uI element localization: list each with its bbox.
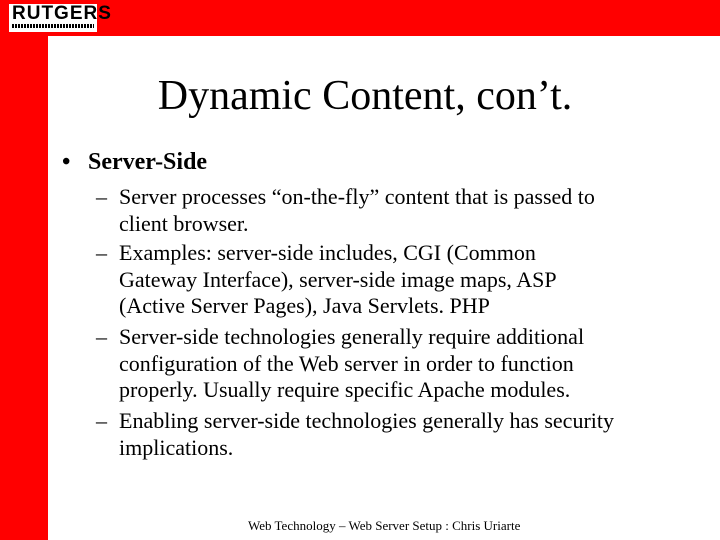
subitem-1	[96, 184, 595, 237]
logo-wordmark: RUTGERS	[12, 3, 112, 24]
logo-subtitle-line	[12, 24, 94, 28]
subitem-1-line-2: client browser.	[119, 210, 249, 236]
subitem-2-line-2: Gateway Interface), server-side image maps, ASP	[119, 266, 557, 292]
subitem-dash: –	[96, 184, 107, 209]
subitem-3	[96, 324, 584, 404]
subitem-dash: –	[96, 324, 107, 349]
subitem-dash: –	[96, 240, 107, 265]
subitem-4	[96, 408, 614, 461]
subitem-3-line-2: configuration of the Web server in order to function	[119, 350, 574, 376]
subitem-3-line-3: properly. Usually require specific Apache modules.	[119, 377, 571, 402]
subitem-2	[96, 240, 557, 320]
subitem-2-line-1: Examples: server-side includes, CGI (Common	[119, 240, 536, 265]
slide-title: Dynamic Content, con’t.	[157, 73, 573, 119]
slide-footer: Web Technology – Web Server Setup : Chris Uriarte	[248, 518, 521, 533]
subitem-4-line-1: Enabling server-side technologies generally has security	[119, 408, 614, 433]
subitem-dash: –	[96, 408, 107, 433]
subitem-3-line-1: Server-side technologies generally require additional	[119, 324, 585, 349]
main-bullet	[62, 148, 207, 176]
main-bullet-label: Server-Side	[88, 149, 208, 175]
subitem-1-line-1: Server processes “on-the-fly” content that is passed to	[119, 184, 595, 209]
subitem-2-line-3: (Active Server Pages), Java Servlets. PHP	[119, 293, 490, 318]
subitem-4-line-2: implications.	[119, 434, 234, 460]
bullet-dot: •	[62, 149, 71, 175]
rutgers-logo	[9, 3, 112, 32]
